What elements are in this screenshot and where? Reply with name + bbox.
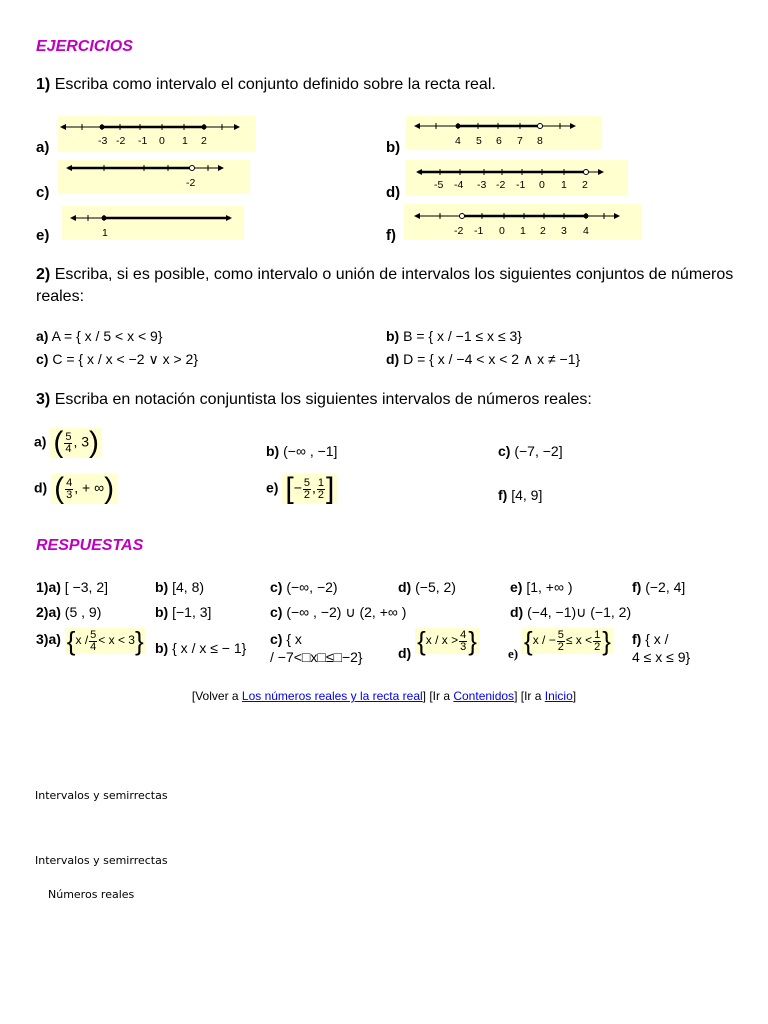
answer-text: (−4, −1)∪ (−1, 2) [527, 604, 632, 620]
set-text: x / [75, 633, 89, 648]
item-label: b) [266, 443, 280, 459]
answer-2d [510, 604, 631, 621]
frac-den: 4 [65, 442, 72, 455]
line-f-tick: 1 [520, 225, 526, 237]
item-text: C = { x / x < −2 ∨ x > 2} [52, 351, 199, 367]
frac-num: 1 [317, 476, 325, 489]
frac-num: 1 [594, 628, 601, 641]
item-label: d) [34, 479, 48, 496]
line-d-tick: 0 [539, 179, 545, 191]
answer-label: d) [398, 645, 412, 662]
answer-label: c) [270, 631, 283, 647]
answer-text: [4, 8) [172, 579, 205, 595]
line-d-tick: -5 [434, 179, 444, 191]
footer-nav [0, 689, 768, 703]
answer-1b [155, 579, 204, 595]
set-text: x / x > [425, 633, 459, 648]
answer-label: e) [508, 646, 519, 662]
item-label: a) [34, 433, 47, 450]
line-a-label: a) [36, 139, 50, 156]
line-b-label: b) [386, 139, 401, 156]
item-label: f) [498, 487, 508, 503]
interval-e: [− $\frac{5}{2}$ , $\frac{1}{2}$ ] [282, 474, 337, 504]
answer-2b [155, 604, 211, 620]
answer-2a [36, 604, 101, 620]
set-text: ≤ x < [565, 633, 593, 648]
line-c-tick: -2 [186, 177, 196, 189]
line-b-tick: 5 [476, 135, 482, 147]
item-text: (−∞ , −1] [283, 443, 338, 459]
respuestas-heading: RESPUESTAS [36, 537, 144, 554]
bottom-label-2: Intervalos y semirrectas [35, 854, 168, 867]
item-text: A = { x / 5 < x < 9} [51, 328, 163, 344]
frac-num: 5 [90, 628, 97, 641]
answer-text: (−∞ , −2) ∪ (2, +∞ ) [286, 604, 407, 620]
q3-item-e [266, 474, 337, 504]
answer-text: { x [286, 631, 302, 647]
answer-3e [508, 626, 613, 662]
frac-num: 5 [303, 476, 310, 489]
answer-3b [155, 640, 246, 656]
answer-label: 3)a) [36, 631, 61, 648]
answer-1c [270, 579, 338, 595]
line-d-tick: -1 [516, 179, 526, 191]
line-c-label: c) [36, 184, 50, 201]
question-3 [36, 389, 592, 411]
answer-text: (5 , 9) [64, 604, 102, 620]
answer-3a-set: {x / $\frac{5}{4}$ < x < 3} [66, 626, 144, 656]
answer-label: c) [270, 579, 283, 595]
item-label: c) [36, 351, 49, 367]
frac-den: 3 [66, 488, 73, 501]
answer-text: { x / x ≤ − 1} [172, 640, 247, 656]
answer-text: (−2, 4] [645, 579, 686, 595]
item-label: e) [266, 479, 279, 496]
footer-text: ] [572, 689, 577, 703]
line-f-tick: -2 [454, 225, 464, 237]
line-b-tick: 8 [537, 135, 543, 147]
footer-text: ] [Ir a [422, 689, 454, 703]
item-label: b) [386, 328, 400, 344]
line-d-tick: -3 [477, 179, 487, 191]
question-1 [36, 74, 496, 96]
number-line-e [62, 206, 244, 240]
answer-text: 4 ≤ x ≤ 9} [632, 649, 691, 665]
question-3-text: Escriba en notación conjuntista los siguientes intervalos de números reales: [54, 391, 592, 408]
answer-label: c) [270, 604, 283, 620]
line-e-tick: 1 [102, 227, 108, 239]
interval-rest: , 3 [73, 433, 90, 450]
answer-label: 2)a) [36, 604, 61, 620]
answer-2c [270, 604, 406, 621]
answer-text: (−5, 2) [415, 579, 456, 595]
question-2 [36, 264, 736, 308]
line-f-tick: 0 [499, 225, 505, 237]
answer-label: b) [155, 579, 169, 595]
answer-label: f) [632, 579, 642, 595]
question-1-number: 1) [36, 76, 51, 93]
frac-num: 5 [65, 430, 72, 443]
q3-item-c [498, 443, 563, 459]
frac-num: 5 [557, 628, 564, 641]
q3-item-f [498, 487, 542, 503]
answer-label: b) [155, 640, 169, 656]
item-text: (−7, −2] [514, 443, 563, 459]
answer-label: e) [510, 579, 523, 595]
item-text: D = { x / −4 < x < 2 ∧ x ≠ −1} [403, 351, 581, 367]
interval-rest: , + ∞ [74, 479, 105, 496]
answer-3a [36, 628, 146, 654]
item-text: [4, 9] [511, 487, 543, 503]
footer-text: [Volver a [191, 689, 242, 703]
line-d-tick: -2 [496, 179, 506, 191]
interval-a: ( $\frac{5}{4}$ , 3) [50, 428, 102, 458]
number-line-a [58, 116, 256, 152]
q3-item-d [34, 474, 117, 504]
set-text: x / − [532, 633, 556, 648]
answer-3c [270, 630, 363, 666]
set-text: < x < 3 [98, 633, 135, 648]
line-a-tick: -1 [138, 135, 148, 147]
line-a-tick: 0 [159, 135, 165, 147]
number-line-c [58, 160, 250, 194]
item-label: a) [36, 328, 49, 344]
answer-3e-set: {x / − $\frac{5}{2}$ ≤ x < $\frac{1}{2}$ } [524, 626, 611, 656]
frac-den: 4 [90, 640, 97, 653]
link-numeros-reales[interactable]: Los números reales y la recta real [241, 689, 423, 703]
line-f-tick: 3 [561, 225, 567, 237]
question-3-number: 3) [36, 391, 51, 408]
answer-text: [1, +∞ ) [526, 579, 573, 595]
answer-1f [632, 579, 685, 595]
frac-den: 2 [557, 640, 564, 653]
line-d-label: d) [386, 184, 401, 201]
number-line-f [404, 204, 642, 240]
answer-3f [632, 630, 690, 666]
answer-label: d) [398, 579, 412, 595]
bottom-label-1: Intervalos y semirrectas [35, 789, 168, 802]
answer-3d-set: {x / x > $\frac{4}{3}$ } [417, 626, 477, 656]
line-d-tick: 1 [561, 179, 567, 191]
q2-item-c [36, 351, 198, 368]
q3-item-b [266, 443, 337, 459]
line-b-tick: 4 [455, 135, 461, 147]
q2-item-d [386, 351, 580, 368]
frac-den: 2 [594, 640, 601, 653]
line-b-tick: 6 [496, 135, 502, 147]
answer-text: / −7<□x□≤□−2} [270, 649, 363, 665]
answer-1a [36, 579, 108, 595]
link-contenidos[interactable]: Contenidos [453, 689, 515, 703]
question-2-number: 2) [36, 266, 51, 283]
number-line-d [406, 160, 628, 196]
item-text: B = { x / −1 ≤ x ≤ 3} [403, 328, 522, 344]
answer-label: b) [155, 604, 169, 620]
answer-text: { x / [645, 631, 669, 647]
answer-3d [398, 626, 479, 662]
link-inicio[interactable]: Inicio [544, 689, 573, 703]
frac-den: 3 [460, 640, 467, 653]
line-a-tick: -2 [116, 135, 126, 147]
line-f-tick: 4 [583, 225, 589, 237]
q2-item-b [386, 328, 522, 344]
answer-1d [398, 579, 456, 595]
bottom-label-3: Números reales [48, 888, 135, 901]
line-f-label: f) [386, 227, 396, 244]
item-label: c) [498, 443, 511, 459]
item-label: d) [386, 351, 400, 367]
answer-label: d) [510, 604, 524, 620]
answer-label: 1)a) [36, 579, 61, 595]
question-2-text: Escriba, si es posible, como intervalo o unión de intervalos los siguientes conjuntos de números reales: [36, 266, 734, 305]
line-f-tick: -1 [474, 225, 484, 237]
interval-d: ( $\frac{4}{3}$ , + ∞) [51, 474, 117, 504]
line-a-tick: -3 [98, 135, 108, 147]
line-d-tick: 2 [582, 179, 588, 191]
line-e-label: e) [36, 227, 50, 244]
frac-num: 4 [460, 628, 467, 641]
line-a-tick: 1 [182, 135, 188, 147]
frac-den: 2 [303, 488, 310, 501]
q3-item-a [34, 428, 102, 458]
q2-item-a [36, 328, 163, 344]
number-line-b [406, 116, 602, 150]
answer-text: (−∞, −2) [286, 579, 338, 595]
question-1-text: Escriba como intervalo el conjunto definido sobre la recta real. [54, 76, 496, 93]
line-b-tick: 7 [517, 135, 523, 147]
line-a-tick: 2 [201, 135, 207, 147]
line-d-tick: -4 [454, 179, 464, 191]
answer-text: [ −3, 2] [64, 579, 108, 595]
footer-text: ] [Ir a [514, 689, 545, 703]
answer-1e [510, 579, 573, 595]
answer-label: f) [632, 631, 642, 647]
answer-text: [−1, 3] [172, 604, 212, 620]
ejercicios-heading: EJERCICIOS [36, 38, 133, 55]
line-f-tick: 2 [540, 225, 546, 237]
frac-den: 2 [317, 488, 325, 501]
frac-num: 4 [66, 476, 73, 489]
